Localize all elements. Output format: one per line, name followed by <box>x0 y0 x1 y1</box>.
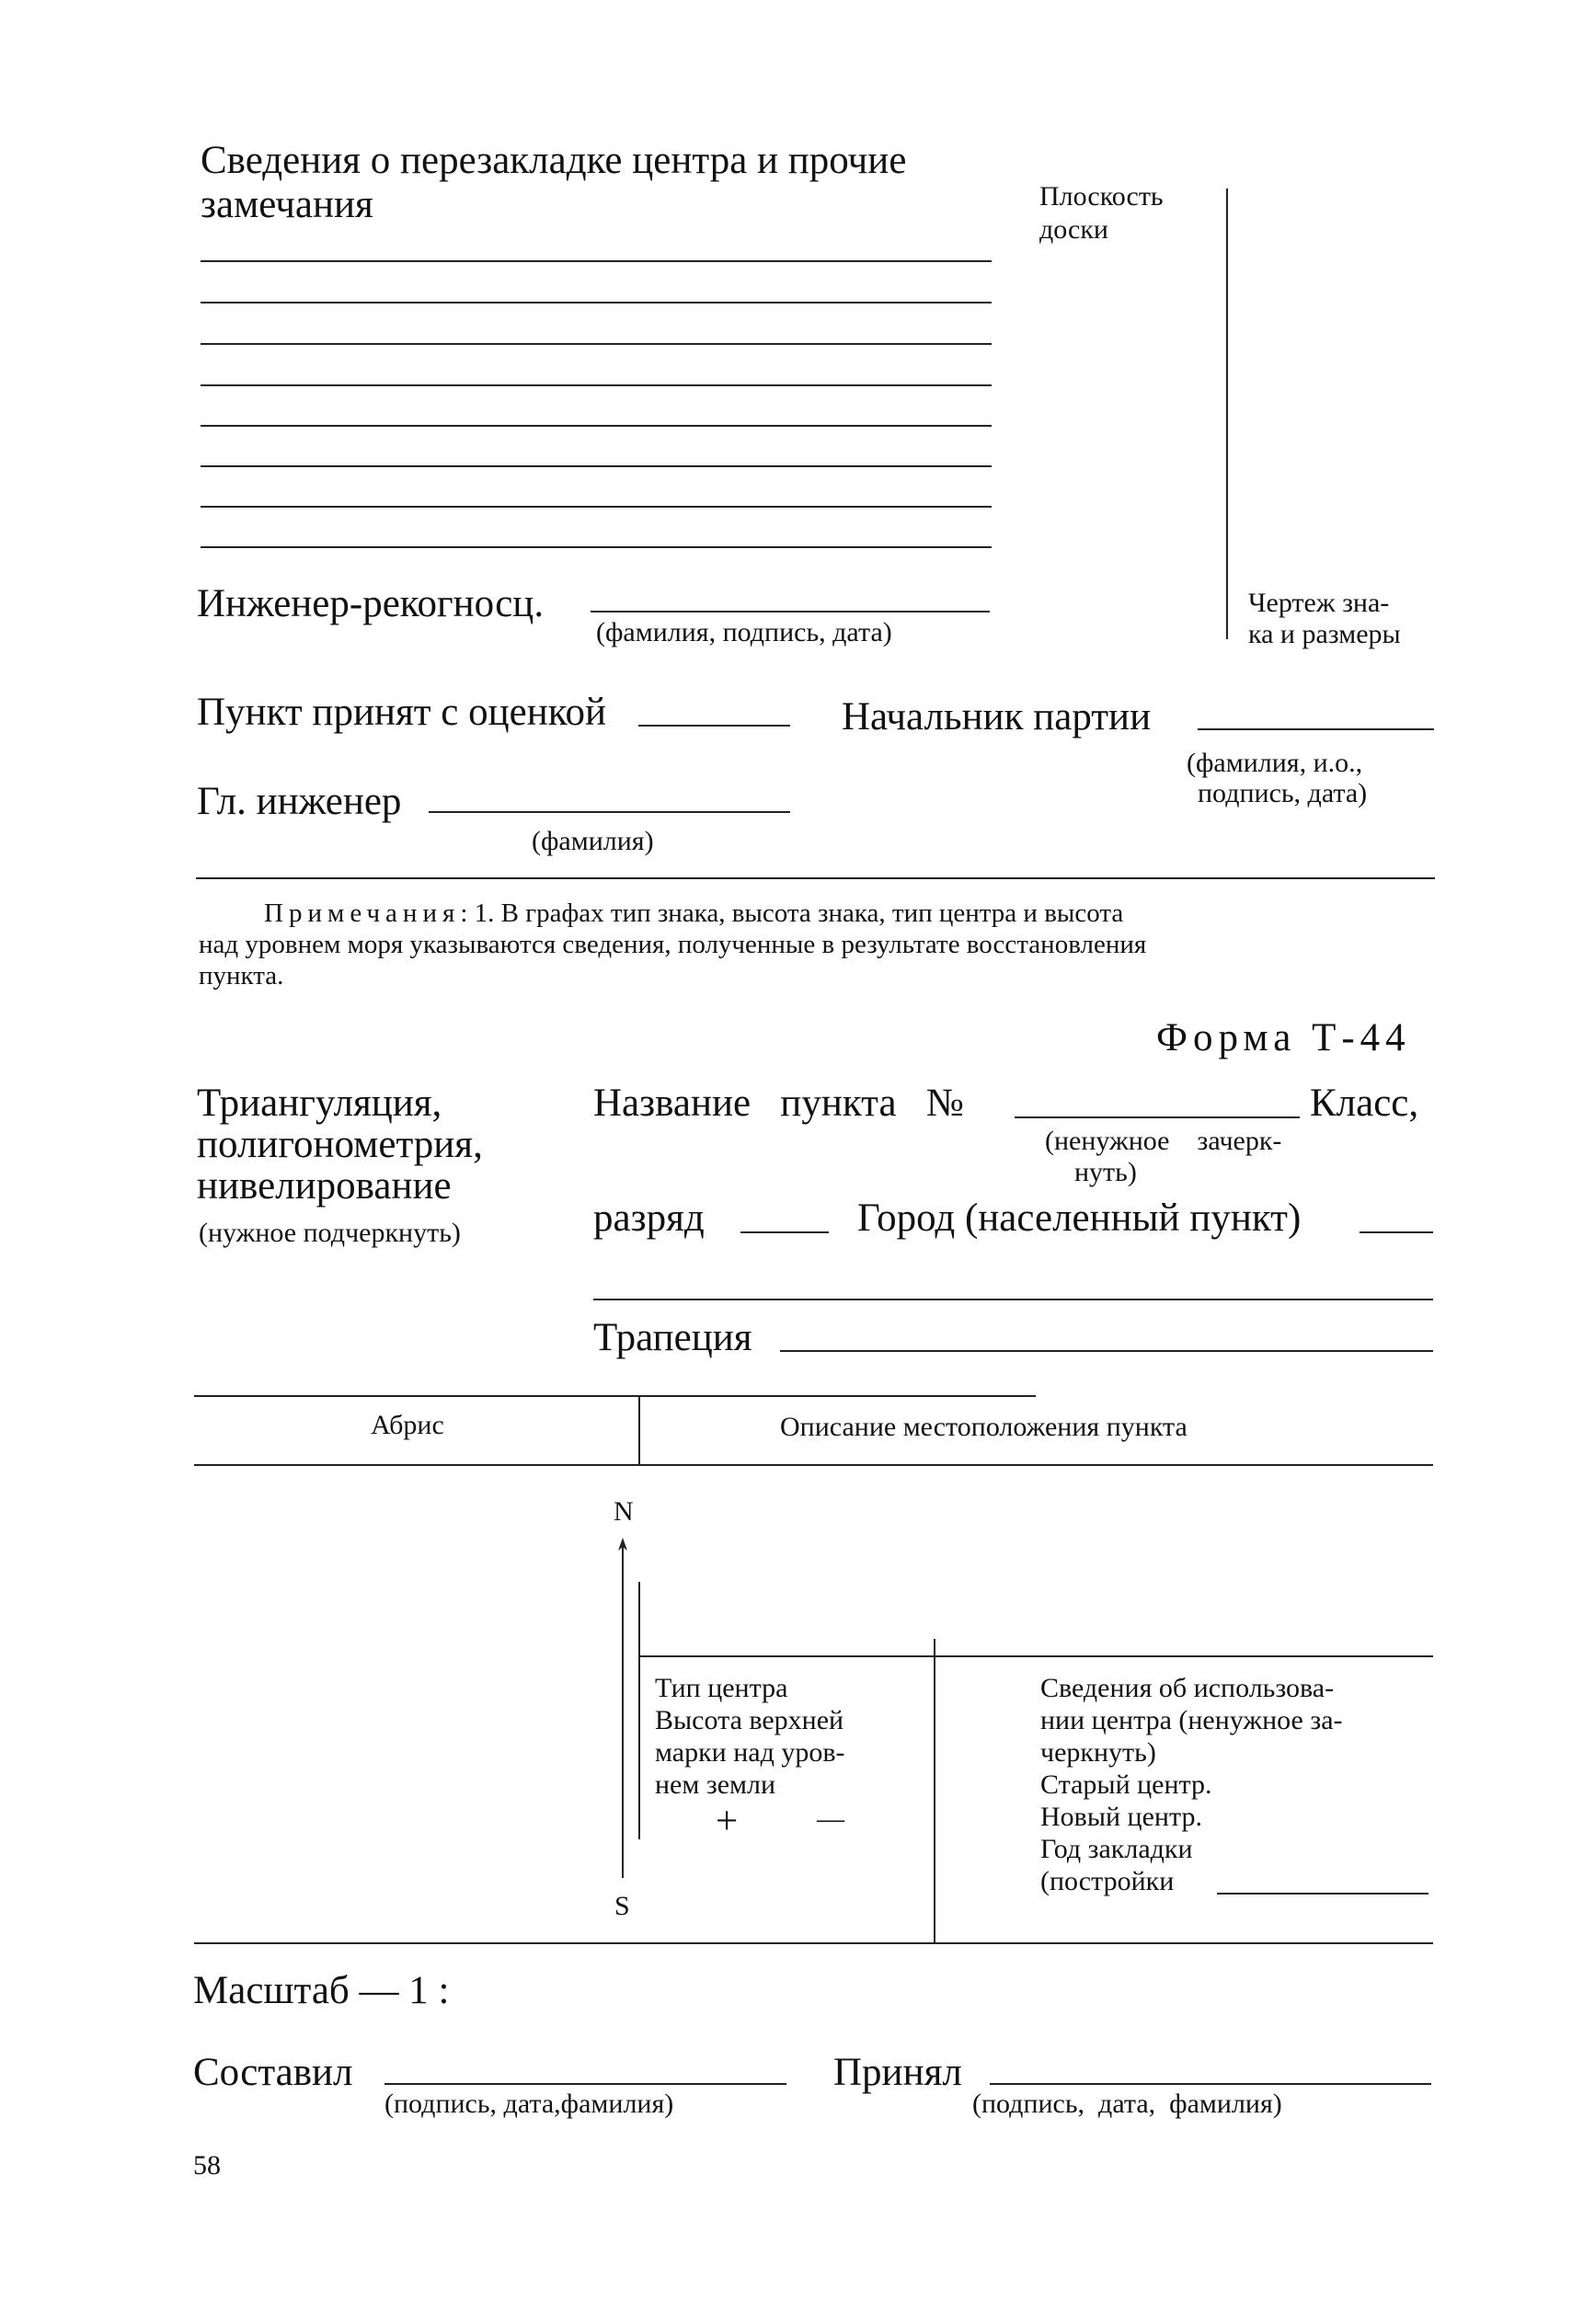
usage-line7: (постройки <box>1040 1866 1175 1896</box>
usage-line2: нии центра (ненужное за- <box>1040 1705 1343 1735</box>
city-field[interactable] <box>1360 1231 1433 1233</box>
party-chief-label: Начальник партии <box>842 695 1152 738</box>
north-label: N <box>614 1496 634 1527</box>
board-plane-label-1: Плоскость <box>1039 181 1164 212</box>
trapezium-label: Трапеция <box>593 1316 752 1359</box>
scale-label: Масштаб — 1 : <box>193 1969 450 2012</box>
subtable-column-divider <box>934 1639 935 1942</box>
class-hint-2: нуть) <box>1074 1157 1137 1187</box>
construction-year-field[interactable] <box>1217 1893 1429 1895</box>
compiled-label: Составил <box>193 2051 353 2094</box>
remarks-line[interactable] <box>201 425 992 427</box>
notes-line1-text: : 1. В графах тип знака, высота знака, тип центра и высота <box>460 899 1124 928</box>
engineer-recon-hint: (фамилия, подпись, дата) <box>596 617 892 647</box>
board-plane-label-2: доски <box>1039 214 1108 245</box>
notes-line3: пункта. <box>199 961 284 990</box>
usage-line4: Старый центр. <box>1040 1769 1212 1800</box>
engineer-recon-label: Инженер-рекогносц. <box>197 582 545 625</box>
rank-field[interactable] <box>740 1231 829 1233</box>
remarks-line[interactable] <box>201 506 992 508</box>
south-label: S <box>614 1891 630 1921</box>
table-bottom-border <box>194 1942 1433 1944</box>
column-header-description: Описание местоположения пункта <box>780 1412 1188 1442</box>
accepted-label: Принял <box>833 2051 962 2094</box>
survey-type-line1: Триангуляция, <box>197 1082 442 1125</box>
chief-engineer-label: Гл. инженер <box>197 780 402 823</box>
party-chief-hint-2: подпись, дата) <box>1198 778 1368 808</box>
point-name-label: Название пункта № <box>593 1082 964 1125</box>
usage-line1: Сведения об использова- <box>1040 1673 1335 1703</box>
survey-type-line2: полигонометрия, <box>197 1123 483 1166</box>
point-accepted-field[interactable] <box>638 725 790 727</box>
plus-sign: + <box>716 1800 739 1843</box>
remarks-line[interactable] <box>201 260 992 262</box>
city-field-continuation[interactable] <box>593 1299 1433 1300</box>
sign-drawing-label-2: ка и размеры <box>1248 619 1401 649</box>
page-number: 58 <box>193 2150 221 2181</box>
remarks-line[interactable] <box>201 302 992 303</box>
point-accepted-label: Пункт принят с оценкой <box>197 691 606 734</box>
remarks-line[interactable] <box>201 384 992 386</box>
center-type-line2: Высота верхней <box>655 1705 844 1735</box>
usage-line6: Год закладки <box>1040 1834 1193 1864</box>
table-header-bottom-border <box>194 1464 1433 1466</box>
remarks-title-line1: Сведения о перезакладке центра и прочие <box>201 139 907 182</box>
survey-type-line3: нивелирование <box>197 1164 452 1208</box>
chief-engineer-hint: (фамилия) <box>532 826 654 856</box>
center-type-line3: марки над уров- <box>655 1737 845 1768</box>
remarks-title-line2: замечания <box>201 183 373 226</box>
survey-type-hint: (нужное подчеркнуть) <box>199 1218 461 1248</box>
remarks-line[interactable] <box>201 343 992 345</box>
point-name-field[interactable] <box>1015 1116 1300 1118</box>
compiled-hint: (подпись, дата,фамилия) <box>384 2089 674 2119</box>
city-label: Город (населенный пункт) <box>857 1196 1302 1240</box>
trapezium-field[interactable] <box>780 1350 1433 1352</box>
abris-inner-border <box>638 1582 640 1839</box>
rank-label: разряд <box>593 1196 705 1240</box>
center-type-line1: Тип центра <box>655 1673 788 1703</box>
section-divider <box>196 877 1435 879</box>
notes-heading: Примечания <box>264 899 461 928</box>
notes-line1 <box>264 898 1123 929</box>
party-chief-field[interactable] <box>1198 728 1434 730</box>
compiled-field[interactable] <box>384 2083 786 2085</box>
sign-drawing-label-1: Чертеж зна- <box>1248 588 1390 618</box>
form-label: Форма Т-44 <box>1156 1016 1411 1059</box>
table-top-border <box>194 1395 1036 1397</box>
engineer-recon-field[interactable] <box>591 611 990 612</box>
north-south-line <box>622 1554 624 1878</box>
class-label: Класс, <box>1310 1082 1419 1125</box>
remarks-line[interactable] <box>201 465 992 467</box>
class-hint-1: (ненужное зачерк- <box>1045 1126 1282 1156</box>
remarks-line[interactable] <box>201 546 992 548</box>
chief-engineer-field[interactable] <box>429 811 790 813</box>
column-header-abris: Абрис <box>371 1410 444 1440</box>
accepted-hint: (подпись, дата, фамилия) <box>972 2089 1282 2119</box>
table-column-divider <box>638 1396 640 1464</box>
usage-line3: черкнуть) <box>1040 1737 1156 1768</box>
board-plane-line <box>1226 189 1228 639</box>
minus-sign: — <box>817 1803 844 1834</box>
accepted-field[interactable] <box>990 2083 1431 2085</box>
notes-line2: над уровнем моря указываются сведения, полученные в результате восстановления <box>199 930 1147 959</box>
center-type-line4: нем земли <box>655 1769 776 1800</box>
usage-line5: Новый центр. <box>1040 1802 1202 1832</box>
party-chief-hint-1: (фамилия, и.о., <box>1187 748 1363 778</box>
subtable-top-border <box>638 1655 1433 1657</box>
